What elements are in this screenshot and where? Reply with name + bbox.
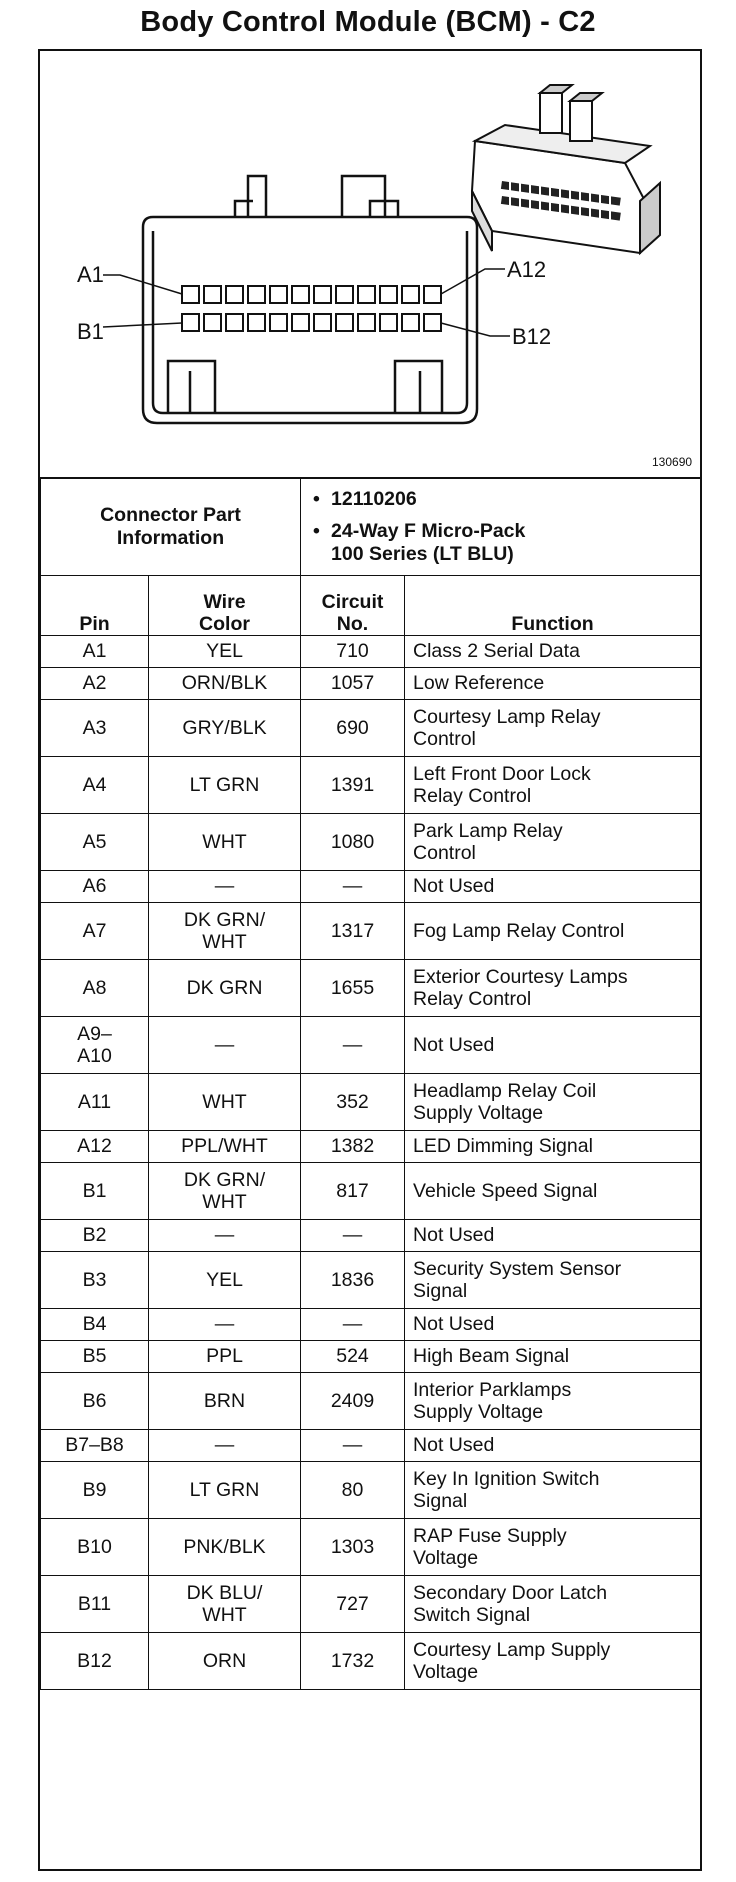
connector-description-line1: • 24-Way F Micro-Pack [331, 520, 694, 542]
col-wire-line1: Wire [203, 590, 246, 613]
wire-color-cell [149, 1341, 301, 1373]
function-value: Security System Sensor [413, 1257, 622, 1280]
function-cell [405, 1341, 701, 1373]
wire-color-cell [149, 1576, 301, 1633]
function-cell [405, 871, 701, 903]
function-value: Vehicle Speed Signal [413, 1179, 598, 1202]
table-row [41, 1373, 701, 1430]
function-cell [405, 636, 701, 668]
pin-value: B12 [77, 1649, 112, 1672]
pinout-table [40, 477, 701, 1690]
pin-cell [41, 814, 149, 871]
circuit-cell [301, 668, 405, 700]
wire-color-cell [149, 871, 301, 903]
circuit-value: — [342, 1434, 363, 1457]
pin-value: B9 [82, 1478, 107, 1501]
pin-value: B6 [82, 1389, 107, 1412]
pin-value: A2 [82, 672, 107, 695]
function-value: Secondary Door Latch [413, 1581, 608, 1604]
pin-cell [41, 1341, 149, 1373]
circuit-cell [301, 700, 405, 757]
function-cell [405, 903, 701, 960]
function-cell [405, 960, 701, 1017]
function-cell [405, 1131, 701, 1163]
function-cell [405, 1430, 701, 1462]
circuit-value: 2409 [330, 1389, 375, 1412]
wire-color-value: YEL [206, 640, 243, 663]
col-wire-line2: Color [199, 612, 250, 635]
table-row [41, 814, 701, 871]
wire-color-value-line2: WHT [202, 1604, 247, 1626]
function-value: Not Used [413, 875, 495, 898]
wire-color-cell [149, 668, 301, 700]
function-value-line2: Switch Signal [413, 1604, 531, 1626]
circuit-cell [301, 1373, 405, 1430]
pin-cell [41, 1220, 149, 1252]
circuit-cell [301, 1131, 405, 1163]
table-header [41, 576, 701, 636]
wire-color-value: DK GRN [186, 976, 263, 999]
circuit-cell [301, 1163, 405, 1220]
pin-cell [41, 903, 149, 960]
table-row [41, 1163, 701, 1220]
function-value: Not Used [413, 1434, 495, 1457]
circuit-cell [301, 903, 405, 960]
wire-color-value: PNK/BLK [183, 1535, 266, 1558]
function-value: LED Dimming Signal [413, 1135, 593, 1158]
label-b1: B1 [77, 319, 104, 344]
wire-color-cell [149, 1430, 301, 1462]
wire-color-value: LT GRN [189, 773, 260, 796]
connector-drawing [40, 51, 700, 477]
function-cell [405, 1252, 701, 1309]
function-value: Courtesy Lamp Relay [413, 705, 601, 728]
function-cell [405, 1017, 701, 1074]
wire-color-cell [149, 960, 301, 1017]
pin-value: B11 [77, 1592, 112, 1615]
wire-color-value: — [214, 1434, 235, 1457]
function-value-line2: Supply Voltage [413, 1102, 544, 1124]
circuit-cell [301, 1220, 405, 1252]
function-value-line2: Control [413, 842, 476, 864]
table-row [41, 1430, 701, 1462]
pin-cell [41, 960, 149, 1017]
function-value: Exterior Courtesy Lamps [413, 965, 628, 988]
wire-color-value: GRY/BLK [182, 716, 267, 739]
wire-color-cell [149, 636, 301, 668]
circuit-value: 1732 [330, 1649, 375, 1672]
wire-color-cell [149, 1074, 301, 1131]
pin-value: B5 [82, 1345, 107, 1368]
table-row [41, 1131, 701, 1163]
function-cell [405, 668, 701, 700]
table-row [41, 1074, 701, 1131]
circuit-value: — [342, 1033, 363, 1056]
circuit-value: 727 [336, 1592, 369, 1615]
circuit-cell [301, 1341, 405, 1373]
wire-color-value-line2: WHT [202, 931, 247, 953]
circuit-cell [301, 1633, 405, 1690]
wire-color-value: PPL/WHT [181, 1135, 268, 1158]
wire-color-value: — [214, 1033, 235, 1056]
wire-color-cell [149, 1309, 301, 1341]
function-value-line2: Signal [413, 1280, 468, 1302]
pin-cell [41, 700, 149, 757]
wire-color-cell [149, 1633, 301, 1690]
wire-color-cell [149, 757, 301, 814]
table-row [41, 1309, 701, 1341]
circuit-cell [301, 1519, 405, 1576]
wire-color-cell [149, 1220, 301, 1252]
function-cell [405, 1074, 701, 1131]
wire-color-cell [149, 1252, 301, 1309]
wire-color-value: — [214, 875, 235, 898]
function-cell [405, 700, 701, 757]
function-value: Interior Parklamps [413, 1378, 572, 1401]
function-cell [405, 1220, 701, 1252]
function-cell [405, 814, 701, 871]
function-value-line2: Relay Control [413, 785, 532, 807]
pin-cell [41, 636, 149, 668]
wire-color-value: WHT [202, 1090, 247, 1113]
function-cell [405, 1373, 701, 1430]
pin-value: A7 [82, 919, 107, 942]
pin-cell [41, 1017, 149, 1074]
circuit-value: — [342, 875, 363, 898]
function-value: Fog Lamp Relay Control [413, 919, 625, 942]
pin-value: B10 [77, 1535, 112, 1558]
col-pin: Pin [41, 576, 149, 636]
circuit-value: 690 [336, 716, 369, 739]
wire-color-value: YEL [206, 1268, 243, 1291]
pin-cell [41, 1462, 149, 1519]
col-function: Function [405, 576, 701, 636]
pin-cell [41, 1163, 149, 1220]
wire-color-value-line2: WHT [202, 1191, 247, 1213]
connector-info-details [301, 478, 701, 576]
table-row [41, 1017, 701, 1074]
circuit-cell [301, 960, 405, 1017]
circuit-cell [301, 1309, 405, 1341]
function-value: Not Used [413, 1313, 495, 1336]
pin-cell [41, 668, 149, 700]
wire-color-value: WHT [202, 830, 247, 853]
function-value: Low Reference [413, 672, 545, 695]
wire-color-cell [149, 1131, 301, 1163]
function-value-line2: Voltage [413, 1661, 479, 1683]
function-cell [405, 1576, 701, 1633]
label-a1: A1 [77, 262, 104, 287]
table-row [41, 903, 701, 960]
circuit-cell [301, 814, 405, 871]
circuit-value: 1836 [330, 1268, 375, 1291]
wire-color-value: DK GRN/ [183, 1168, 266, 1191]
function-value-line2: Relay Control [413, 988, 532, 1010]
wire-color-value: — [214, 1313, 235, 1336]
pin-value: A3 [82, 716, 107, 739]
circuit-cell [301, 1074, 405, 1131]
wire-color-value: BRN [203, 1389, 246, 1412]
circuit-value: 352 [336, 1090, 369, 1113]
circuit-cell [301, 1252, 405, 1309]
page-title: Body Control Module (BCM) - C2 [140, 6, 596, 38]
wire-color-cell [149, 814, 301, 871]
circuit-value: 1391 [330, 773, 375, 796]
circuit-value: 1317 [330, 919, 375, 942]
pin-value: A11 [77, 1090, 112, 1113]
circuit-value: 1382 [330, 1135, 375, 1158]
function-value: Not Used [413, 1033, 495, 1056]
table-row [41, 1252, 701, 1309]
circuit-value: 1080 [330, 830, 375, 853]
function-value: High Beam Signal [413, 1345, 570, 1368]
connector-description-line2: 100 Series (LT BLU) [331, 542, 514, 565]
circuit-value: — [342, 1313, 363, 1336]
circuit-cell [301, 871, 405, 903]
function-value: Headlamp Relay Coil [413, 1079, 597, 1102]
table-row [41, 960, 701, 1017]
part-number: • 12110206 [331, 488, 694, 510]
function-cell [405, 1519, 701, 1576]
pin-value: B4 [82, 1313, 107, 1336]
pin-value: A8 [82, 976, 107, 999]
wire-color-cell [149, 1373, 301, 1430]
pin-cell [41, 1373, 149, 1430]
pin-value: A4 [82, 773, 107, 796]
pin-cell [41, 1576, 149, 1633]
wire-color-cell [149, 1519, 301, 1576]
wire-color-cell [149, 1017, 301, 1074]
table-row [41, 636, 701, 668]
table-row [41, 1341, 701, 1373]
col-circuit-line1: Circuit [321, 590, 384, 613]
wire-color-cell [149, 1462, 301, 1519]
pin-cell [41, 1074, 149, 1131]
function-cell [405, 1163, 701, 1220]
pin-cell [41, 1252, 149, 1309]
function-value: Class 2 Serial Data [413, 640, 580, 663]
pin-cell [41, 1519, 149, 1576]
pin-cell [41, 1633, 149, 1690]
connector-info-row [41, 478, 701, 576]
document-frame [38, 49, 702, 1871]
pin-cell [41, 1131, 149, 1163]
function-value: Left Front Door Lock [413, 762, 591, 785]
circuit-value: 1057 [330, 672, 375, 695]
circuit-value: — [342, 1224, 363, 1247]
pin-value: A12 [77, 1135, 112, 1158]
wire-color-cell [149, 903, 301, 960]
function-value-line2: Supply Voltage [413, 1401, 544, 1423]
pin-value: B3 [82, 1268, 107, 1291]
table-row [41, 1576, 701, 1633]
table-row [41, 871, 701, 903]
table-row [41, 1633, 701, 1690]
connector-3d-icon [472, 85, 660, 253]
pin-value-line2: A10 [77, 1045, 112, 1067]
connector-info-label: Connector Part Information [41, 478, 301, 576]
circuit-value: 524 [336, 1345, 369, 1368]
function-cell [405, 1309, 701, 1341]
function-cell [405, 1462, 701, 1519]
pin-value: A5 [82, 830, 107, 853]
label-b12: B12 [512, 324, 552, 349]
function-value: Not Used [413, 1224, 495, 1247]
table-row [41, 757, 701, 814]
table-row [41, 1519, 701, 1576]
wire-color-value: — [214, 1224, 235, 1247]
wire-color-value: DK GRN/ [183, 908, 266, 931]
circuit-cell [301, 636, 405, 668]
circuit-cell [301, 1017, 405, 1074]
circuit-value: 1655 [330, 976, 375, 999]
function-cell [405, 757, 701, 814]
wire-color-value: DK BLU/ [186, 1581, 263, 1604]
circuit-value: 817 [336, 1179, 369, 1202]
pin-value: B2 [82, 1224, 107, 1247]
function-value: RAP Fuse Supply [413, 1524, 567, 1547]
wire-color-value: PPL [206, 1345, 243, 1368]
table-row [41, 700, 701, 757]
table-row [41, 1220, 701, 1252]
function-value: Park Lamp Relay [413, 819, 563, 842]
col-circuit-line2: No. [336, 612, 369, 635]
pin-value: A1 [82, 640, 107, 663]
circuit-cell [301, 1462, 405, 1519]
function-value: Courtesy Lamp Supply [413, 1638, 611, 1661]
wire-color-cell [149, 1163, 301, 1220]
pin-value: A6 [82, 875, 107, 898]
wire-color-value: ORN/BLK [181, 672, 268, 695]
pin-cavities [182, 286, 441, 331]
circuit-cell [301, 1576, 405, 1633]
col-circuit [301, 576, 405, 636]
col-wire-color [149, 576, 301, 636]
function-cell [405, 1633, 701, 1690]
pin-value: B7–B8 [65, 1434, 124, 1457]
table-row [41, 1462, 701, 1519]
pin-cell [41, 757, 149, 814]
function-value-line2: Signal [413, 1490, 468, 1512]
label-a12: A12 [507, 257, 547, 282]
pin-value: B1 [82, 1179, 107, 1202]
figure-number: 130690 [652, 455, 693, 469]
wire-color-value: LT GRN [189, 1478, 260, 1501]
pin-cell [41, 1430, 149, 1462]
wire-color-cell [149, 700, 301, 757]
circuit-value: 80 [341, 1478, 364, 1501]
pin-cell [41, 871, 149, 903]
connector-diagram [40, 51, 700, 479]
circuit-cell [301, 757, 405, 814]
function-value-line2: Control [413, 728, 476, 750]
table-row [41, 668, 701, 700]
pin-value: A9– [77, 1022, 112, 1045]
circuit-value: 710 [336, 640, 369, 663]
function-value: Key In Ignition Switch [413, 1467, 600, 1490]
wire-color-value: ORN [202, 1649, 247, 1672]
circuit-cell [301, 1430, 405, 1462]
function-value-line2: Voltage [413, 1547, 479, 1569]
pin-cell [41, 1309, 149, 1341]
circuit-value: 1303 [330, 1535, 375, 1558]
